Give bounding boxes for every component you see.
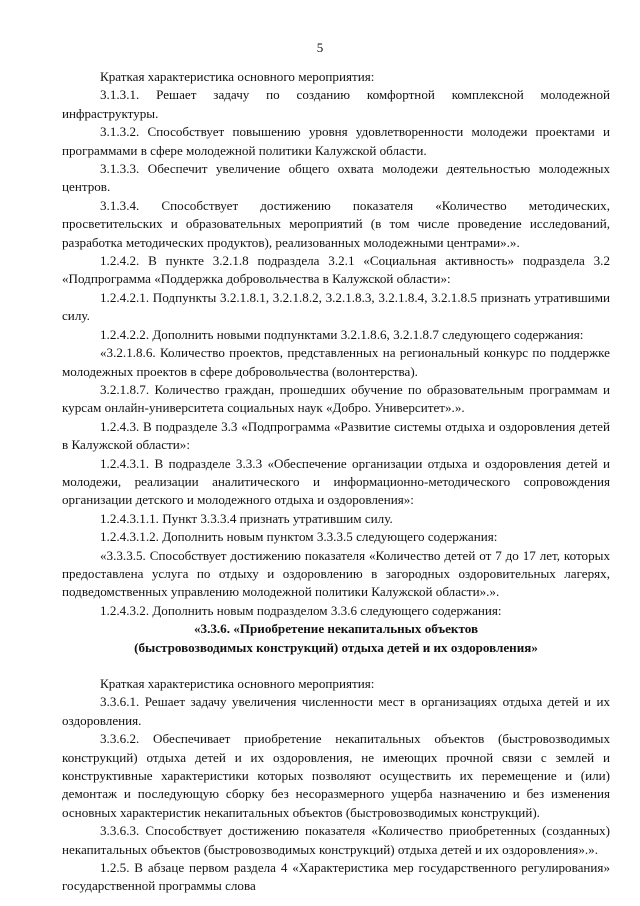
section-heading-line-2: (быстровозводимых конструкций) отдыха детей и их оздоровления» (134, 639, 538, 655)
section-heading-line-1: «3.3.6. «Приобретение некапитальных объектов (193, 621, 479, 637)
paragraph: 1.2.4.3.1.1. Пункт 3.3.3.4 признать утратившим силу. (100, 510, 393, 526)
paragraph: 1.2.4.3.2. Дополнить новым подразделом 3.3.6 следующего содержания: (100, 602, 502, 618)
paragraph: Краткая характеристика основного мероприятия: (100, 676, 375, 691)
paragraph: «3.3.3.5. Способствует достижению показателя «Количество детей от 7 до 17 лет, которых предоставлена услуга по отдыху и оздоровлению в загородных оздоровительных лагерях, подведомственных управлению молодежной политики Калужской области».». (62, 547, 610, 600)
paragraph: 1.2.4.2.2. Дополнить новыми подпунктами 3.2.1.8.6, 3.2.1.8.7 следующего содержания: (100, 326, 584, 342)
paragraph: 3.3.6.1. Решает задачу увеличения численности мест в организациях отдыха детей и их оздоровления. (62, 694, 610, 728)
paragraph: 3.3.6.2. Обеспечивает приобретение некапитальных объектов (быстровозводимых конструкций) отдыха детей и их оздоровления, не имеющих прочной связи с землей и конструктивные характеристики которых позволяют осуществить их перемещение и (или) демонтаж и последующую сборку без несоразмерного ущерба назначению и без изменения основных характеристик некапитальных объектов (быстровозводимых конструкций). (62, 731, 610, 820)
paragraph: 3.1.3.3. Обеспечит увеличение общего охвата молодежи деятельностью молодежных центров. (62, 161, 610, 195)
page-number: 5 (316, 40, 324, 55)
document-body (62, 68, 610, 896)
paragraph: 3.3.6.3. Способствует достижению показателя «Количество приобретенных (созданных) некапитальных объектов (быстровозводимых конструкций) отдыха детей и их оздоровления».». (62, 823, 610, 857)
paragraph: 3.1.3.2. Способствует повышению уровня удовлетворенности молодежи проектами и программами в сфере молодежной политики Калужской области. (62, 124, 610, 158)
paragraph: «3.2.1.8.6. Количество проектов, представленных на региональный конкурс по поддержке молодежных проектов в сфере добровольчества (волонтерства). (62, 345, 610, 379)
paragraph: 1.2.5. В абзаце первом раздела 4 «Характеристика мер государственного регулирования» государственной программы слова (62, 860, 610, 894)
spacer (62, 657, 610, 675)
paragraph: 3.1.3.4. Способствует достижению показателя «Количество методических, просветительских и образовательных мероприятий (в том числе проведение исследований, разработка методических продуктов), реализованных молодежными центрами».». (62, 197, 610, 250)
paragraph: 1.2.4.3.1.2. Дополнить новым пунктом 3.3.3.5 следующего содержания: (100, 529, 498, 545)
paragraph: 1.2.4.2. В пункте 3.2.1.8 подраздела 3.2.1 «Социальная активность» подраздела 3.2 «Подпрограмма «Поддержка добровольчества в Калужской области»: (62, 253, 610, 287)
paragraph: 1.2.4.3.1. В подразделе 3.3.3 «Обеспечение организации отдыха и оздоровления детей и молодежи, реализации аналитического и информационно-методического сопровождения организации детского и молодежного отдыха и оздоровления»: (62, 455, 610, 508)
paragraph: 1.2.4.2.1. Подпункты 3.2.1.8.1, 3.2.1.8.2, 3.2.1.8.3, 3.2.1.8.4, 3.2.1.8.5 признать утратившими силу. (62, 289, 610, 324)
paragraph: 1.2.4.3. В подразделе 3.3 «Подпрограмма «Развитие системы отдыха и оздоровления детей в Калужской области»: (62, 418, 610, 453)
paragraph: 3.1.3.1. Решает задачу по созданию комфортной комплексной молодежной инфраструктуры. (62, 87, 610, 121)
paragraph: Краткая характеристика основного мероприятия: (100, 69, 375, 84)
paragraph: 3.2.1.8.7. Количество граждан, прошедших обучение по образовательным программам и курсам онлайн-университета социальных наук «Добро. Университет».». (62, 381, 610, 416)
